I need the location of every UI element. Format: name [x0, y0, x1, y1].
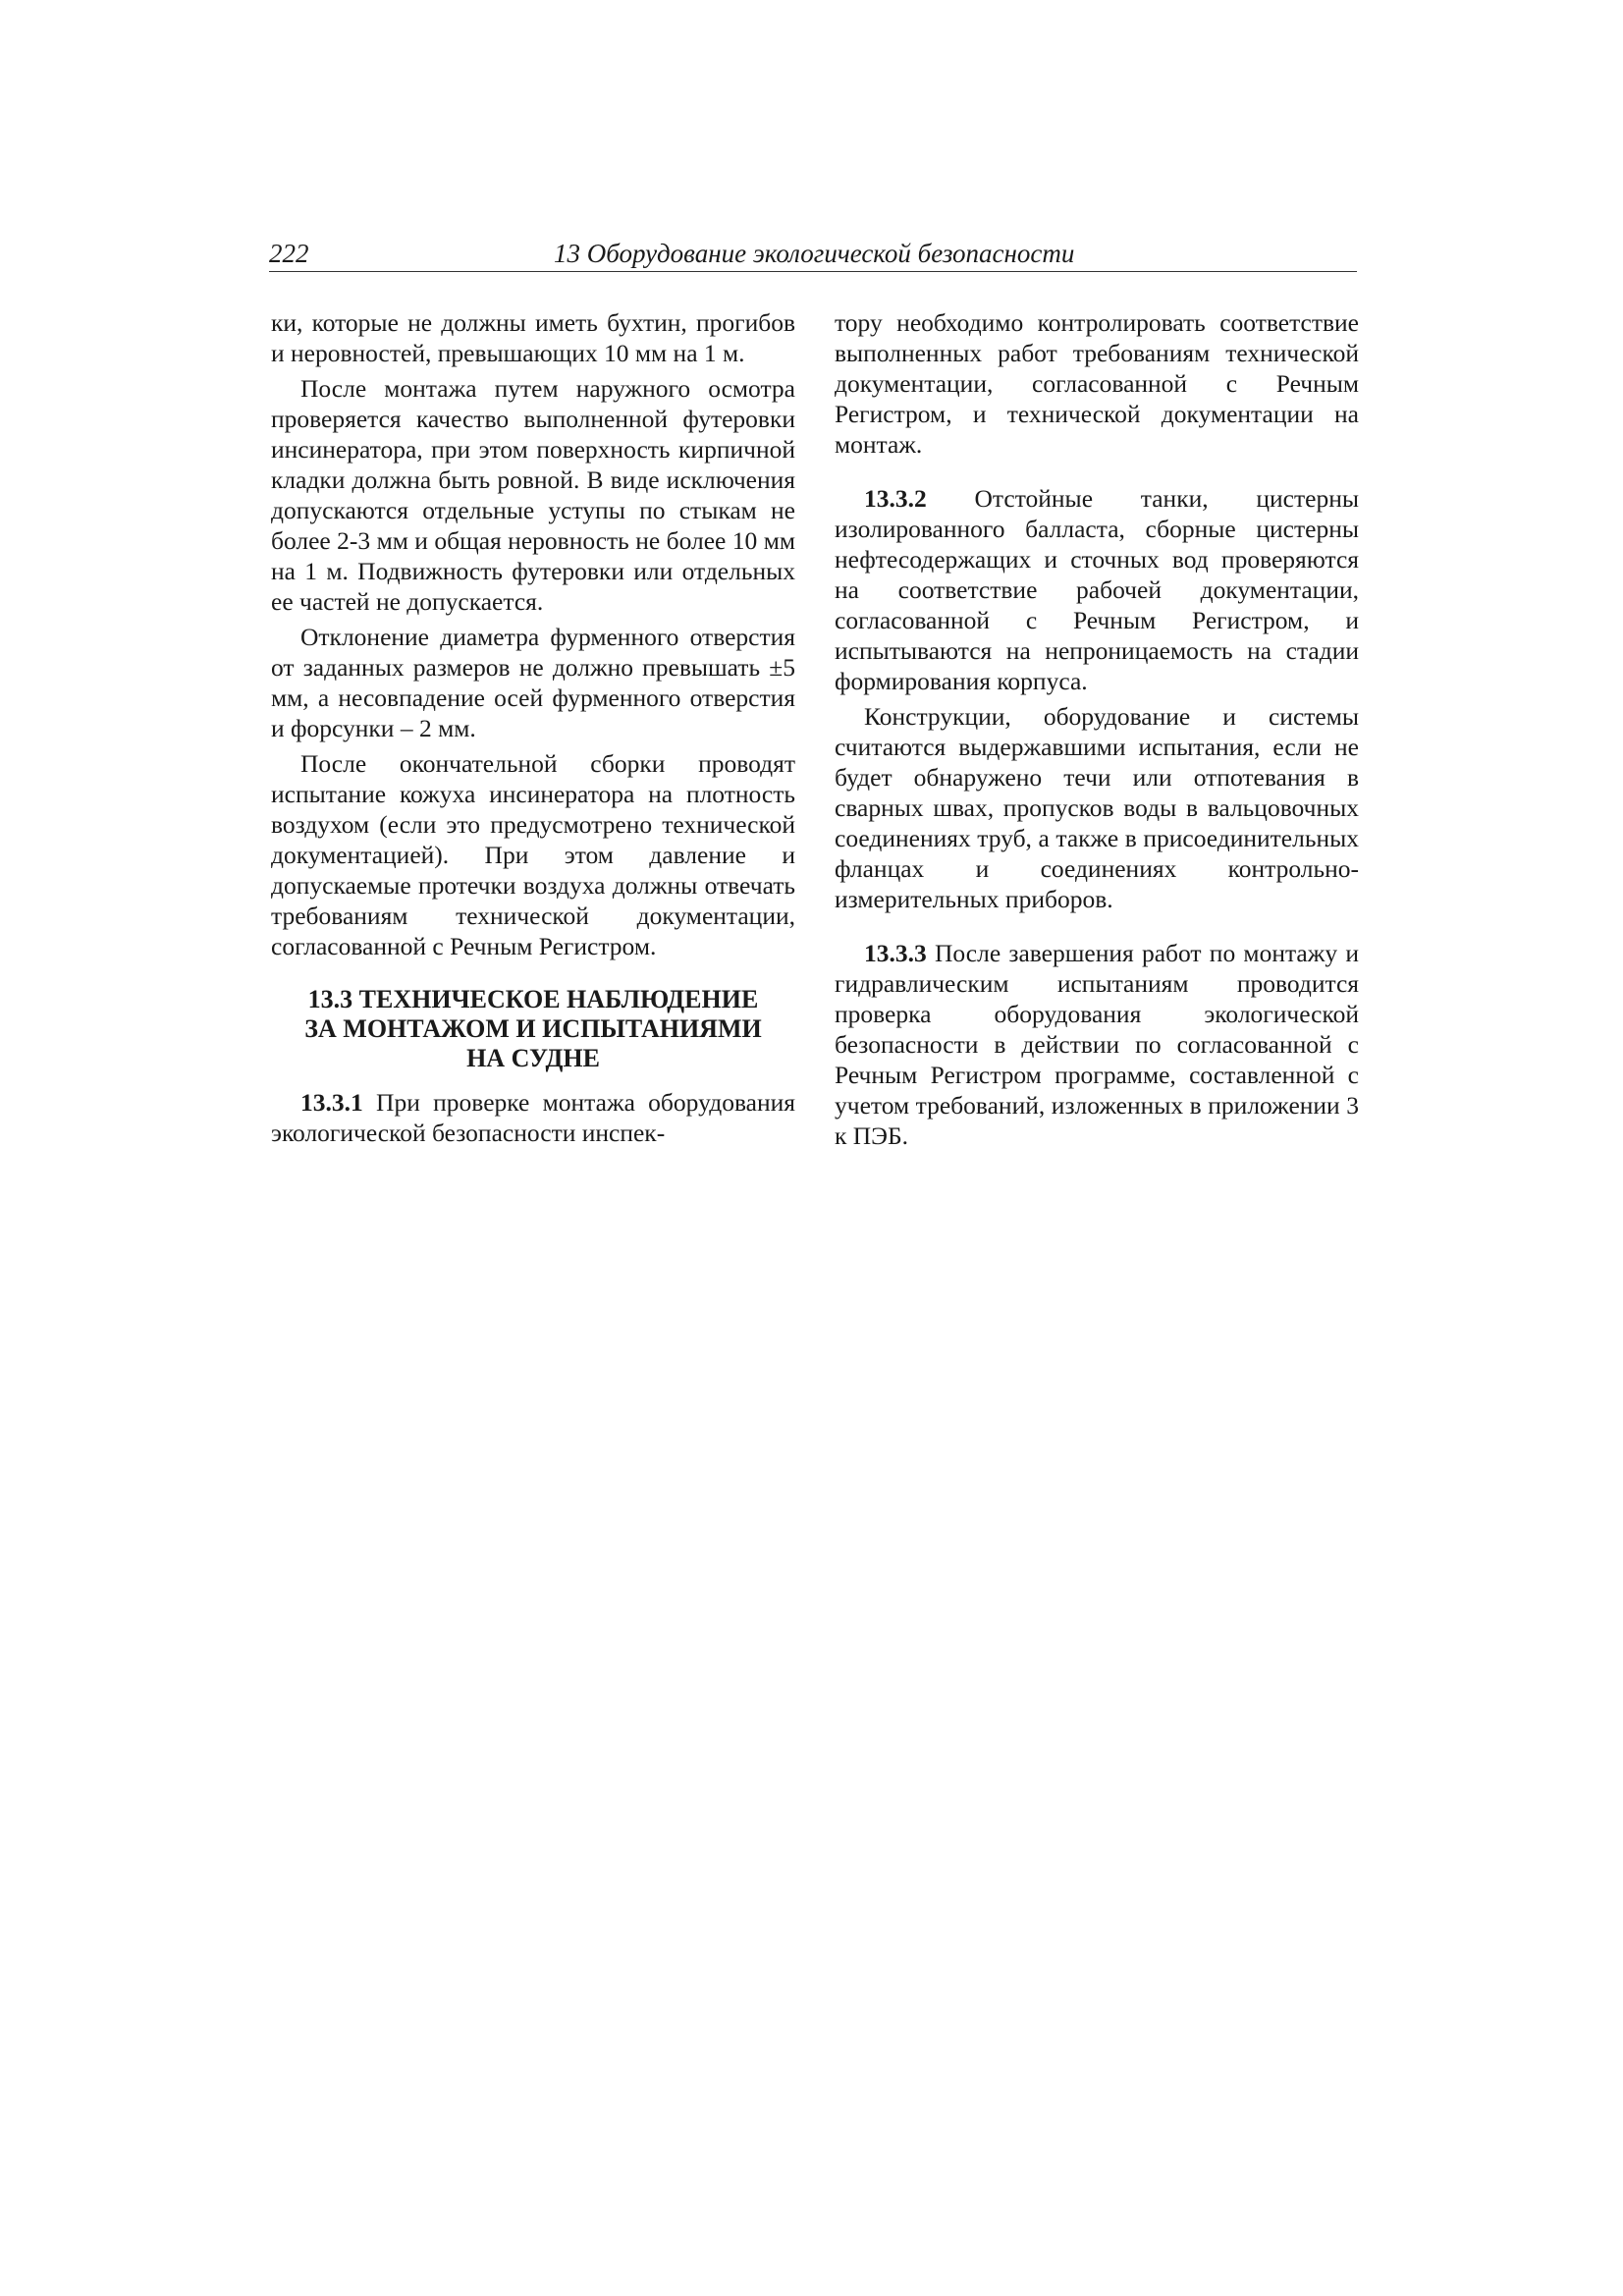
left-column: [271, 307, 795, 1153]
numbered-paragraph: [835, 483, 1359, 696]
numbered-paragraph: [271, 1087, 795, 1148]
section-heading-line: 13.3 ТЕХНИЧЕСКОЕ НАБЛЮДЕНИЕ: [307, 985, 759, 1013]
clause-number: 13.3.2: [864, 484, 927, 513]
clause-text: После завершения работ по монтажу и гидравлическим испытаниям проводится проверка оборудования экологической безопасности в действии по согласованной с Речным Регистром программе, составленной с учетом требований, изложенных в приложении 3 к ПЭБ.: [835, 939, 1359, 1150]
clause-number: 13.3.1: [300, 1088, 363, 1117]
page-number: 222: [269, 239, 309, 268]
paragraph: ки, которые не должны иметь бухтин, прогибов и неровностей, превышающих 10 мм на 1 м.: [271, 308, 795, 367]
paragraph: Отклонение диаметра фурменного отверстия от заданных размеров не должно превышать ±5 мм, а несовпадение осей фурменного отверстия и форсунки – 2 мм.: [271, 623, 795, 742]
clause-number: 13.3.3: [864, 939, 927, 967]
running-title: 13 Оборудование экологической безопасности: [554, 239, 1075, 268]
paragraph: Конструкции, оборудование и системы считаются выдержавшими испытания, если не будет обнаружено течи или отпотевания в сварных швах, пропусков воды в вальцовочных соединениях труб, а также в присоединительных фланцах и соединениях контрольно-измерительных приборов.: [835, 702, 1359, 913]
paragraph: тору необходимо контролировать соответствие выполненных работ требованиям технической документации, согласованной с Речным Регистром, и технической документации на монтаж.: [835, 308, 1359, 459]
paragraph: После монтажа путем наружного осмотра проверяется качество выполненной футеровки инсинератора, при этом поверхность кирпичной кладки должна быть ровной. В виде исключения допускаются отдельные уступы по стыкам не более 2-3 мм и общая неровность не более 10 мм на 1 м. Подвижность футеровки или отдельных ее частей не допускается.: [271, 374, 795, 616]
clause-text: При проверке монтажа оборудования экологической безопасности инспек-: [271, 1088, 795, 1147]
right-column: [835, 307, 1359, 1156]
paragraph: После окончательной сборки проводят испытание кожуха инсинератора на плотность воздухом (если это предусмотрено технической документацией). При этом давление и допускаемые протечки воздуха должны отвечать требованиям технической документации, согласованной с Речным Регистром.: [271, 749, 795, 960]
section-heading-line: НА СУДНЕ: [466, 1044, 600, 1072]
numbered-paragraph: [835, 938, 1359, 1151]
page-header: [269, 236, 1357, 272]
section-heading-line: ЗА МОНТАЖОМ И ИСПЫТАНИЯМИ: [304, 1014, 762, 1043]
clause-text: Отстойные танки, цистерны изолированного балласта, сборные цистерны нефтесодержащих и сточных вод проверяются на соответствие рабочей документации, согласованной с Речным Регистром, и испытываются на непроницаемость на стадии формирования корпуса.: [835, 484, 1359, 695]
section-heading: [271, 985, 795, 1073]
